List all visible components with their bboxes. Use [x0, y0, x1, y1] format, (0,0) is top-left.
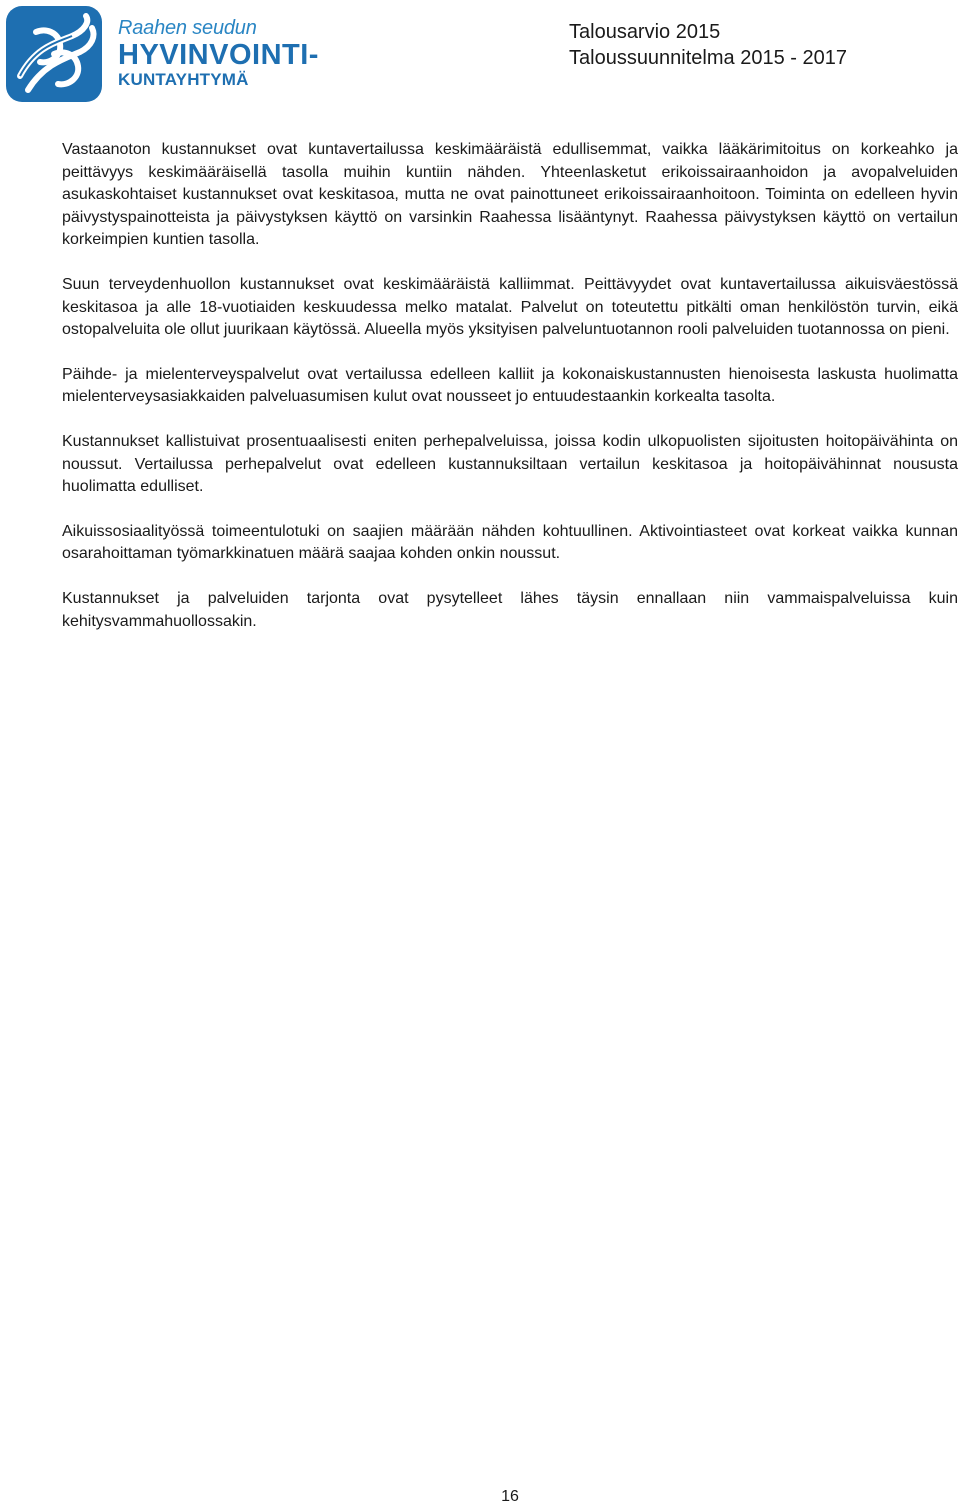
page-number: 16: [501, 1488, 519, 1505]
body-paragraph: Vastaanoton kustannukset ovat kuntavertailussa keskimääräistä edullisemmat, vaikka lääkärimitoitus on korkeahko ja peittävyys keskimääräisellä tasolla muihin kuntiin nähden. Yhteenlasketut erikoissairaanhoidon ja avopalveluiden asukaskohtaiset kustannukset ovat keskitasoa, mutta ne ovat painottuneet erikoissairaanhoitoon. Toiminta on edelleen hyvin päivystyspainotteista ja päivystyksen käyttö on varsinkin Raahessa lisääntynyt. Raahessa päivystyksen käyttö on vertailun korkeimpien kuntien tasolla.: [62, 141, 958, 249]
page-header: [0, 0, 960, 110]
body-paragraph: Kustannukset kallistuivat prosentuaalisesti eniten perhepalveluissa, joissa kodin ulkopuolisten sijoitusten hoitopäivähinta on noussut. Vertailussa perhepalvelut ovat edelleen kustannuksiltaan vertailun keskitasoa ja hoitopäivähinnat noususta huolimatta edulliset.: [62, 432, 958, 496]
body-paragraph: Päihde- ja mielenterveyspalvelut ovat vertailussa edelleen kalliit ja kokonaiskustannusten hienoisesta laskusta huolimatta mielenterveysasiakkaiden palveluasumisen kulut ovat nousseet jo entuudestaankin korkealta tasolta.: [62, 365, 958, 406]
logo-wordmark: [118, 16, 333, 90]
document-title-block: [569, 19, 847, 71]
body-paragraph: Suun terveydenhuollon kustannukset ovat keskimääräistä kalliimmat. Peittävyydet ovat kuntavertailussa aikuisväestössä keskitasoa ja alle 18-vuotiaiden keskuudessa melko matalat. Palvelut on toteutettu pitkälti oman henkilöstön turvin, eikä ostopalveluita ole ollut juurikaan käytössä. Alueella myös yksityisen palveluntuotannon rooli palveluiden tuotannossa on pieni.: [62, 275, 958, 339]
logo-text-sub: KUNTAYHTYMÄ: [118, 70, 249, 89]
logo-text-region: Raahen seudun: [118, 17, 257, 39]
knot-logo-icon: [6, 6, 102, 102]
body-paragraph: Aikuissosiaalityössä toimeentulotuki on saajien määrään nähden kohtuullinen. Aktivointiasteet ovat korkeat vaikka kunnan osarahoittaman työmarkkinatuen määrä saajaa kohden onkin noussut.: [62, 522, 958, 563]
logo-text-main: HYVINVOINTI-: [118, 39, 319, 71]
document-subtitle: Taloussuunnitelma 2015 - 2017: [569, 47, 847, 69]
body-paragraph: Kustannukset ja palveluiden tarjonta ovat pysytelleet lähes täysin ennallaan niin vammaispalveluissa kuin kehitysvammahuollossakin.: [62, 589, 958, 630]
document-title: Talousarvio 2015: [569, 21, 721, 43]
document-body: [62, 139, 958, 655]
organization-logo: [6, 6, 336, 106]
